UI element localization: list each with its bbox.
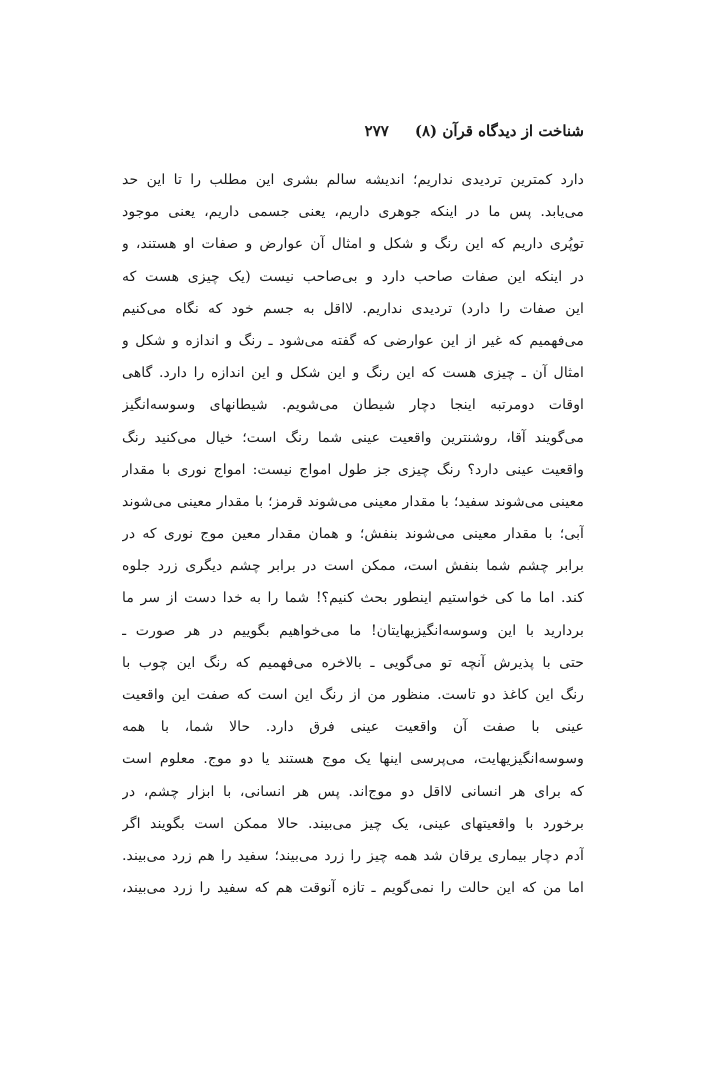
page-header bbox=[122, 118, 584, 144]
text-line: توپُری داریم که این رنگ و شکل و امثال آن عوارض و صفات او هستند، و bbox=[122, 236, 584, 253]
text-line: عینی با صفت آن واقعیت عینی فرق دارد. حالا شما، با همه bbox=[122, 719, 584, 736]
text-line: معینی می‌شوند سفید؛ با مقدار معینی می‌شوند قرمز؛ با مقدار معینی می‌شوند bbox=[122, 493, 584, 510]
text-line: این صفات را دارد) تردیدی نداریم. لااقل به جسم خود که نگاه می‌کنیم bbox=[122, 300, 584, 317]
text-line: واقعیت عینی دارد؟ رنگ چیزی جز طول امواج نیست: امواج نوری با مقدار bbox=[122, 461, 584, 478]
text-line: وسوسه‌انگیزیهایت، می‌پرسی اینها یک موج هستند یا دو موج. معلوم است bbox=[122, 751, 584, 768]
text-line: برابر چشم شما بنفش است، ممکن است در برابر چشم دیگری زرد جلوه bbox=[122, 558, 584, 575]
text-line: آدم دچار بیماری یرقان شد همه چیز را زرد می‌بیند؛ سفید را هم زرد می‌بیند. bbox=[122, 847, 584, 864]
page-number: ۲۷۷ bbox=[364, 122, 389, 140]
body-text bbox=[122, 164, 584, 904]
text-line: اوقات دومرتبه اینجا دچار شیطان می‌شویم. شیطانهای وسوسه‌انگیز bbox=[122, 397, 584, 414]
text-line: برخورد با واقعیتهای عینی، یک چیز می‌بیند. حالا ممکن است بگویند اگر bbox=[122, 815, 584, 832]
text-line: اما من که این حالت را نمی‌گویم ـ تازه آنوقت هم که سفید را زرد می‌بیند، bbox=[122, 880, 584, 897]
running-title: شناخت از دیدگاه قرآن (۸) bbox=[414, 122, 584, 140]
text-line: می‌گویند آقا، روشنترین واقعیت عینی شما رنگ است؛ خیال می‌کنید رنگ bbox=[122, 429, 584, 446]
text-line: در اینکه این صفات صاحب دارد و بی‌صاحب نیست (یک چیزی هست که bbox=[122, 268, 584, 285]
text-line: بردارید با این وسوسه‌انگیزیهایتان! ما می‌خواهیم بگوییم در هر صورت ـ bbox=[122, 622, 584, 639]
text-line: حتی با پذیرش آنچه تو می‌گویی ـ بالاخره می‌فهمیم که رنگ این چوب با bbox=[122, 654, 584, 671]
text-line: می‌یابد. پس ما در اینکه جوهری داریم، یعنی جسمی داریم، یعنی موجود bbox=[122, 204, 584, 221]
text-line: دارد کمترین تردیدی نداریم؛ اندیشه سالم بشری این مطلب را تا این حد bbox=[122, 172, 584, 188]
text-line: آبی؛ با مقدار معینی می‌شوند بنفش؛ و همان مقدار معین موج نوری که در bbox=[122, 526, 584, 543]
text-line: که برای هر انسانی لااقل دو موج‌اند. پس هر انسانی، با ابزار چشم، در bbox=[122, 783, 584, 800]
text-line: امثال آن ـ چیزی هست که این رنگ و این شکل و این اندازه را دارد. گاهی bbox=[122, 365, 584, 382]
text-line: می‌فهمیم که غیر از این عوارضی که گفته می‌شود ـ رنگ و اندازه و شکل و bbox=[122, 332, 584, 349]
text-line: رنگ این کاغذ دو تاست. منظور من از رنگ این است که صفت این واقعیت bbox=[122, 687, 584, 703]
text-line: کند. اما ما کی خواستیم اینطور بحث کنیم؟! شما را به خدا دست از سر ما bbox=[122, 590, 584, 607]
